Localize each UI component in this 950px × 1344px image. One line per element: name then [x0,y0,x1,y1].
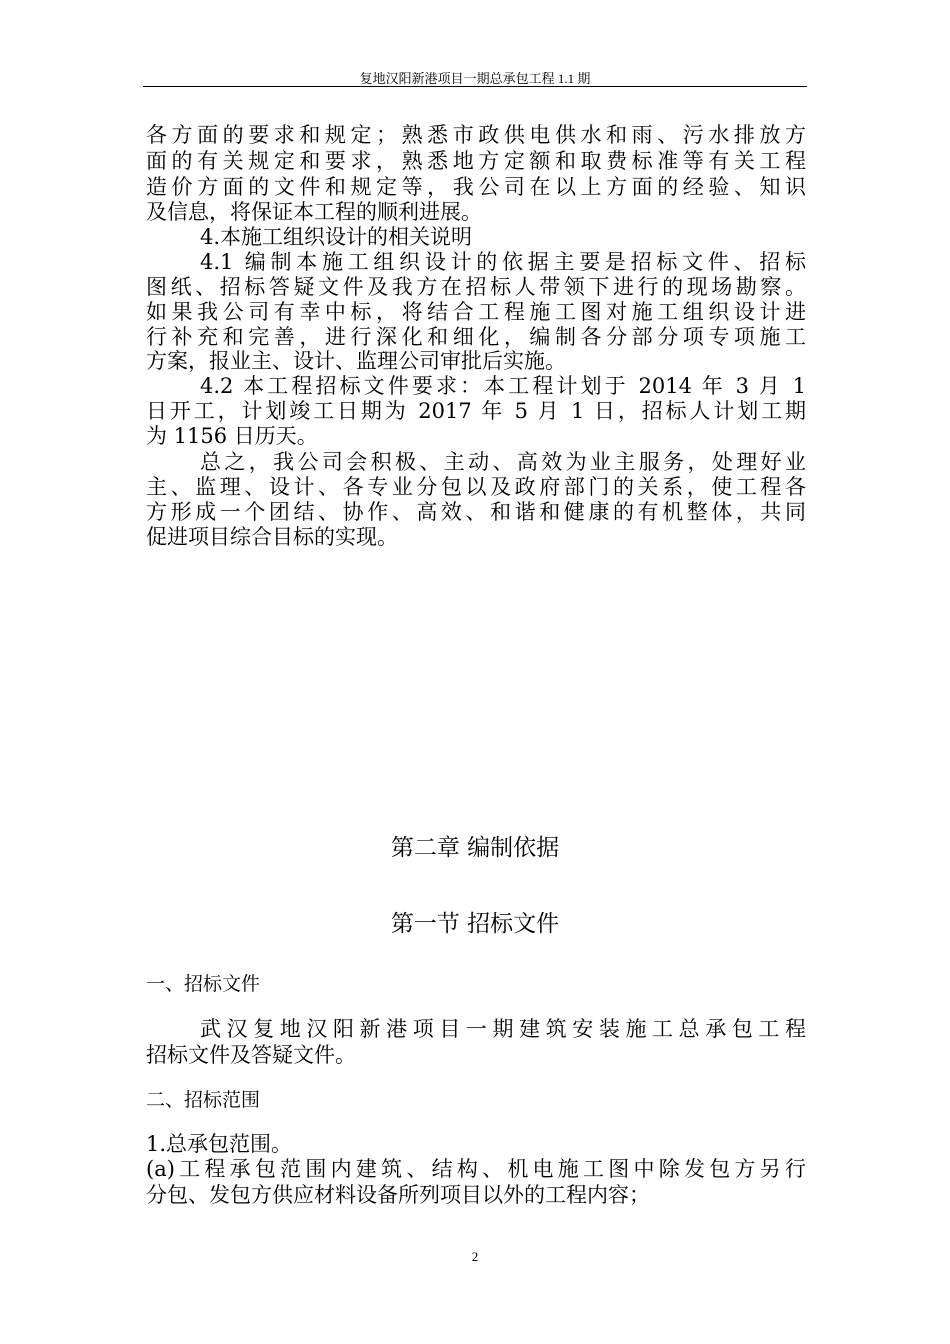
body-line: 主、监理、设计、各专业分包以及政府部门的关系，使工程各 [146,475,806,499]
body-line: 为 1156 日历天。 [146,424,318,448]
section-heading-tender-documents: 一、招标文件 [146,973,261,995]
page-number: 2 [471,1249,479,1264]
list-item-line: 分包、发包方供应材料设备所列项目以外的工程内容； [146,1183,650,1207]
body-line: 日开工，计划竣工日期为 2017 年 5 月 1 日，招标人计划工期 [146,399,806,423]
body-line: 如果我公司有幸中标，将结合工程施工图对施工组织设计进 [146,300,806,324]
body-line: 行补充和完善，进行深化和细化，编制各分部分项专项施工 [146,325,806,349]
list-item-title: 1.总承包范围。 [146,1132,293,1156]
body-line: 造价方面的文件和规定等，我公司在以上方面的经验、知识 [146,175,806,199]
body-line: 武汉复地汉阳新港项目一期建筑安装施工总承包工程 [200,1017,806,1041]
body-line: 4.1 编制本施工组织设计的依据主要是招标文件、招标 [200,250,806,274]
body-line: 及信息，将保证本工程的顺利进展。 [146,200,482,224]
body-line: 招标文件及答疑文件。 [146,1043,356,1067]
body-line: 图纸、招标答疑文件及我方在招标人带领下进行的现场勘察。 [146,275,806,299]
body-line: 促进项目综合目标的实现。 [146,525,398,549]
body-line: 各方面的要求和规定；熟悉市政供电供水和雨、污水排放方 [146,123,806,147]
chapter-title: 第二章 编制依据 [390,835,560,861]
header-divider [143,86,807,87]
body-line: 方形成一个团结、协作、高效、和谐和健康的有机整体，共同 [146,500,806,524]
section-heading-tender-scope: 二、招标范围 [146,1089,261,1111]
body-line: 总之，我公司会积极、主动、高效为业主服务，处理好业 [200,450,806,474]
body-line: 面的有关规定和要求，熟悉地方定额和取费标准等有关工程 [146,149,806,173]
subsection-title: 4.本施工组织设计的相关说明 [200,225,473,249]
running-header: 复地汉阳新港项目一期总承包工程 1.1 期 [359,71,591,86]
body-line: 方案，报业主、设计、监理公司审批后实施。 [146,349,566,373]
body-line: 4.2 本工程招标文件要求：本工程计划于 2014 年 3 月 1 [200,374,806,398]
section-title: 第一节 招标文件 [390,911,560,937]
list-item-line: (a)工程承包范围内建筑、结构、机电施工图中除发包方另行 [146,1157,806,1181]
